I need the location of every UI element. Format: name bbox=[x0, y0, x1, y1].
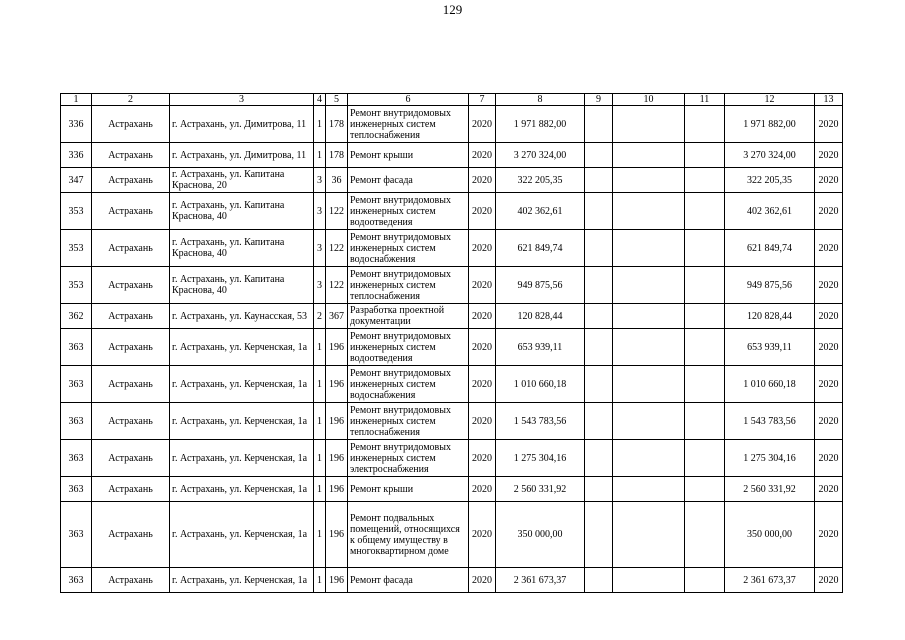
cell-num: 353 bbox=[61, 230, 92, 267]
column-header: 3 bbox=[170, 94, 314, 106]
cell-year: 2020 bbox=[469, 477, 496, 502]
cell-year_end: 2020 bbox=[815, 329, 843, 366]
column-header: 11 bbox=[685, 94, 725, 106]
column-header: 4 bbox=[314, 94, 326, 106]
cell-c11 bbox=[685, 502, 725, 568]
column-header: 1 bbox=[61, 94, 92, 106]
cell-total: 2 560 331,92 bbox=[725, 477, 815, 502]
cell-work: Ремонт внутридомовых инженерных систем теплоснабжения bbox=[348, 106, 469, 143]
cell-year_end: 2020 bbox=[815, 168, 843, 193]
cell-c11 bbox=[685, 477, 725, 502]
cell-year_end: 2020 bbox=[815, 230, 843, 267]
cell-year: 2020 bbox=[469, 267, 496, 304]
cell-c11 bbox=[685, 168, 725, 193]
cell-address: г. Астрахань, ул. Каунасская, 53 bbox=[170, 304, 314, 329]
cell-address: г. Астрахань, ул. Керченская, 1а bbox=[170, 440, 314, 477]
cell-year_end: 2020 bbox=[815, 502, 843, 568]
cell-c11 bbox=[685, 329, 725, 366]
cell-city: Астрахань bbox=[92, 568, 170, 593]
cell-city: Астрахань bbox=[92, 193, 170, 230]
cell-address: г. Астрахань, ул. Капитана Краснова, 40 bbox=[170, 193, 314, 230]
cell-city: Астрахань bbox=[92, 267, 170, 304]
cell-c10 bbox=[613, 403, 685, 440]
cell-total: 1 275 304,16 bbox=[725, 440, 815, 477]
cell-c9 bbox=[585, 106, 613, 143]
cell-num: 363 bbox=[61, 502, 92, 568]
cell-c10 bbox=[613, 329, 685, 366]
cell-year: 2020 bbox=[469, 329, 496, 366]
cell-address: г. Астрахань, ул. Димитрова, 11 bbox=[170, 143, 314, 168]
cell-c9 bbox=[585, 403, 613, 440]
cell-total: 949 875,56 bbox=[725, 267, 815, 304]
cell-cost: 2 560 331,92 bbox=[496, 477, 585, 502]
header-row bbox=[61, 94, 843, 106]
cell-cost: 653 939,11 bbox=[496, 329, 585, 366]
cell-cost: 1 971 882,00 bbox=[496, 106, 585, 143]
column-header: 5 bbox=[326, 94, 348, 106]
cell-address: г. Астрахань, ул. Капитана Краснова, 40 bbox=[170, 267, 314, 304]
cell-num: 363 bbox=[61, 568, 92, 593]
cell-c9 bbox=[585, 440, 613, 477]
cell-year: 2020 bbox=[469, 106, 496, 143]
cell-total: 653 939,11 bbox=[725, 329, 815, 366]
cell-year: 2020 bbox=[469, 568, 496, 593]
cell-work: Ремонт крыши bbox=[348, 477, 469, 502]
cell-apts: 196 bbox=[326, 568, 348, 593]
cell-floors: 2 bbox=[314, 304, 326, 329]
cell-work: Ремонт фасада bbox=[348, 568, 469, 593]
cell-apts: 178 bbox=[326, 106, 348, 143]
cell-total: 2 361 673,37 bbox=[725, 568, 815, 593]
column-header: 9 bbox=[585, 94, 613, 106]
cell-year_end: 2020 bbox=[815, 143, 843, 168]
cell-c11 bbox=[685, 267, 725, 304]
column-header: 12 bbox=[725, 94, 815, 106]
cell-year: 2020 bbox=[469, 230, 496, 267]
cell-c10 bbox=[613, 304, 685, 329]
cell-floors: 3 bbox=[314, 267, 326, 304]
cell-city: Астрахань bbox=[92, 366, 170, 403]
cell-floors: 1 bbox=[314, 568, 326, 593]
cell-total: 402 362,61 bbox=[725, 193, 815, 230]
table-row bbox=[61, 403, 843, 440]
cell-num: 347 bbox=[61, 168, 92, 193]
cell-total: 1 543 783,56 bbox=[725, 403, 815, 440]
cell-year_end: 2020 bbox=[815, 477, 843, 502]
cell-floors: 1 bbox=[314, 106, 326, 143]
cell-c10 bbox=[613, 230, 685, 267]
table-row bbox=[61, 267, 843, 304]
cell-c11 bbox=[685, 403, 725, 440]
cell-floors: 3 bbox=[314, 193, 326, 230]
cell-c10 bbox=[613, 477, 685, 502]
cell-year_end: 2020 bbox=[815, 403, 843, 440]
cell-apts: 196 bbox=[326, 329, 348, 366]
cell-city: Астрахань bbox=[92, 143, 170, 168]
cell-cost: 949 875,56 bbox=[496, 267, 585, 304]
cell-apts: 178 bbox=[326, 143, 348, 168]
cell-work: Ремонт внутридомовых инженерных систем теплоснабжения bbox=[348, 403, 469, 440]
cell-floors: 1 bbox=[314, 403, 326, 440]
cell-num: 363 bbox=[61, 403, 92, 440]
cell-work: Разработка проектной документации bbox=[348, 304, 469, 329]
cell-c11 bbox=[685, 366, 725, 403]
cell-year_end: 2020 bbox=[815, 304, 843, 329]
cell-year_end: 2020 bbox=[815, 106, 843, 143]
cell-num: 353 bbox=[61, 267, 92, 304]
cell-address: г. Астрахань, ул. Керченская, 1а bbox=[170, 568, 314, 593]
table-row bbox=[61, 329, 843, 366]
cell-total: 322 205,35 bbox=[725, 168, 815, 193]
cell-address: г. Астрахань, ул. Капитана Краснова, 40 bbox=[170, 230, 314, 267]
column-header: 2 bbox=[92, 94, 170, 106]
cell-c9 bbox=[585, 193, 613, 230]
cell-floors: 3 bbox=[314, 230, 326, 267]
cell-floors: 1 bbox=[314, 502, 326, 568]
cell-cost: 1 543 783,56 bbox=[496, 403, 585, 440]
cell-work: Ремонт внутридомовых инженерных систем водоотведения bbox=[348, 193, 469, 230]
cell-address: г. Астрахань, ул. Димитрова, 11 bbox=[170, 106, 314, 143]
cell-city: Астрахань bbox=[92, 440, 170, 477]
cell-year_end: 2020 bbox=[815, 267, 843, 304]
cell-work: Ремонт внутридомовых инженерных систем теплоснабжения bbox=[348, 267, 469, 304]
cell-c10 bbox=[613, 193, 685, 230]
cell-total: 621 849,74 bbox=[725, 230, 815, 267]
cell-total: 3 270 324,00 bbox=[725, 143, 815, 168]
cell-apts: 122 bbox=[326, 267, 348, 304]
cell-c9 bbox=[585, 267, 613, 304]
cell-total: 120 828,44 bbox=[725, 304, 815, 329]
cell-floors: 1 bbox=[314, 143, 326, 168]
cell-floors: 3 bbox=[314, 168, 326, 193]
cell-c11 bbox=[685, 568, 725, 593]
cell-c11 bbox=[685, 106, 725, 143]
page-number: 129 bbox=[442, 2, 463, 17]
cell-address: г. Астрахань, ул. Керченская, 1а bbox=[170, 477, 314, 502]
table-row bbox=[61, 193, 843, 230]
cell-c11 bbox=[685, 230, 725, 267]
cell-c10 bbox=[613, 168, 685, 193]
cell-c11 bbox=[685, 440, 725, 477]
cell-year: 2020 bbox=[469, 168, 496, 193]
registry-table bbox=[60, 93, 843, 593]
cell-apts: 196 bbox=[326, 440, 348, 477]
cell-apts: 367 bbox=[326, 304, 348, 329]
table-row bbox=[61, 143, 843, 168]
cell-c9 bbox=[585, 143, 613, 168]
cell-c10 bbox=[613, 502, 685, 568]
cell-city: Астрахань bbox=[92, 477, 170, 502]
column-header: 6 bbox=[348, 94, 469, 106]
cell-city: Астрахань bbox=[92, 329, 170, 366]
cell-c11 bbox=[685, 143, 725, 168]
cell-address: г. Астрахань, ул. Керченская, 1а bbox=[170, 329, 314, 366]
cell-year: 2020 bbox=[469, 366, 496, 403]
cell-cost: 2 361 673,37 bbox=[496, 568, 585, 593]
cell-year: 2020 bbox=[469, 193, 496, 230]
cell-city: Астрахань bbox=[92, 403, 170, 440]
cell-num: 363 bbox=[61, 329, 92, 366]
cell-work: Ремонт внутридомовых инженерных систем электроснабжения bbox=[348, 440, 469, 477]
cell-floors: 1 bbox=[314, 477, 326, 502]
cell-year: 2020 bbox=[469, 440, 496, 477]
column-header: 13 bbox=[815, 94, 843, 106]
cell-cost: 322 205,35 bbox=[496, 168, 585, 193]
cell-c10 bbox=[613, 568, 685, 593]
cell-num: 336 bbox=[61, 143, 92, 168]
cell-c9 bbox=[585, 329, 613, 366]
cell-floors: 1 bbox=[314, 440, 326, 477]
cell-work: Ремонт внутридомовых инженерных систем водоснабжения bbox=[348, 230, 469, 267]
cell-num: 363 bbox=[61, 477, 92, 502]
table-row bbox=[61, 502, 843, 568]
cell-total: 1 971 882,00 bbox=[725, 106, 815, 143]
cell-c9 bbox=[585, 502, 613, 568]
cell-apts: 196 bbox=[326, 502, 348, 568]
cell-year_end: 2020 bbox=[815, 193, 843, 230]
cell-year_end: 2020 bbox=[815, 440, 843, 477]
cell-year: 2020 bbox=[469, 502, 496, 568]
cell-work: Ремонт подвальных помещений, относящихся к общему имуществу в многоквартирном доме bbox=[348, 502, 469, 568]
cell-c9 bbox=[585, 366, 613, 403]
cell-c10 bbox=[613, 106, 685, 143]
table-row bbox=[61, 106, 843, 143]
cell-cost: 621 849,74 bbox=[496, 230, 585, 267]
cell-cost: 1 275 304,16 bbox=[496, 440, 585, 477]
cell-address: г. Астрахань, ул. Керченская, 1а bbox=[170, 502, 314, 568]
cell-city: Астрахань bbox=[92, 230, 170, 267]
column-header: 10 bbox=[613, 94, 685, 106]
column-header: 8 bbox=[496, 94, 585, 106]
cell-cost: 350 000,00 bbox=[496, 502, 585, 568]
cell-num: 363 bbox=[61, 366, 92, 403]
cell-cost: 1 010 660,18 bbox=[496, 366, 585, 403]
cell-total: 1 010 660,18 bbox=[725, 366, 815, 403]
cell-c9 bbox=[585, 477, 613, 502]
cell-c9 bbox=[585, 230, 613, 267]
cell-work: Ремонт внутридомовых инженерных систем водоснабжения bbox=[348, 366, 469, 403]
cell-work: Ремонт крыши bbox=[348, 143, 469, 168]
cell-city: Астрахань bbox=[92, 168, 170, 193]
cell-address: г. Астрахань, ул. Капитана Краснова, 20 bbox=[170, 168, 314, 193]
cell-c11 bbox=[685, 304, 725, 329]
cell-c9 bbox=[585, 568, 613, 593]
cell-floors: 1 bbox=[314, 366, 326, 403]
cell-c9 bbox=[585, 168, 613, 193]
cell-work: Ремонт фасада bbox=[348, 168, 469, 193]
cell-apts: 122 bbox=[326, 193, 348, 230]
cell-floors: 1 bbox=[314, 329, 326, 366]
table-body bbox=[61, 106, 843, 593]
cell-c10 bbox=[613, 440, 685, 477]
cell-c10 bbox=[613, 143, 685, 168]
cell-year_end: 2020 bbox=[815, 568, 843, 593]
column-header: 7 bbox=[469, 94, 496, 106]
cell-num: 363 bbox=[61, 440, 92, 477]
table-row bbox=[61, 168, 843, 193]
table-row bbox=[61, 366, 843, 403]
cell-c10 bbox=[613, 267, 685, 304]
table-row bbox=[61, 440, 843, 477]
cell-cost: 402 362,61 bbox=[496, 193, 585, 230]
cell-year: 2020 bbox=[469, 143, 496, 168]
cell-num: 336 bbox=[61, 106, 92, 143]
table-row bbox=[61, 568, 843, 593]
cell-cost: 120 828,44 bbox=[496, 304, 585, 329]
cell-year: 2020 bbox=[469, 304, 496, 329]
cell-work: Ремонт внутридомовых инженерных систем водоотведения bbox=[348, 329, 469, 366]
table-row bbox=[61, 304, 843, 329]
cell-year: 2020 bbox=[469, 403, 496, 440]
cell-num: 353 bbox=[61, 193, 92, 230]
cell-city: Астрахань bbox=[92, 502, 170, 568]
cell-apts: 36 bbox=[326, 168, 348, 193]
cell-apts: 196 bbox=[326, 366, 348, 403]
cell-total: 350 000,00 bbox=[725, 502, 815, 568]
table-row bbox=[61, 230, 843, 267]
cell-c11 bbox=[685, 193, 725, 230]
cell-apts: 122 bbox=[326, 230, 348, 267]
table-row bbox=[61, 477, 843, 502]
cell-cost: 3 270 324,00 bbox=[496, 143, 585, 168]
cell-c10 bbox=[613, 366, 685, 403]
cell-address: г. Астрахань, ул. Керченская, 1а bbox=[170, 366, 314, 403]
cell-address: г. Астрахань, ул. Керченская, 1а bbox=[170, 403, 314, 440]
cell-apts: 196 bbox=[326, 477, 348, 502]
cell-num: 362 bbox=[61, 304, 92, 329]
cell-year_end: 2020 bbox=[815, 366, 843, 403]
cell-city: Астрахань bbox=[92, 304, 170, 329]
cell-city: Астрахань bbox=[92, 106, 170, 143]
cell-apts: 196 bbox=[326, 403, 348, 440]
cell-c9 bbox=[585, 304, 613, 329]
